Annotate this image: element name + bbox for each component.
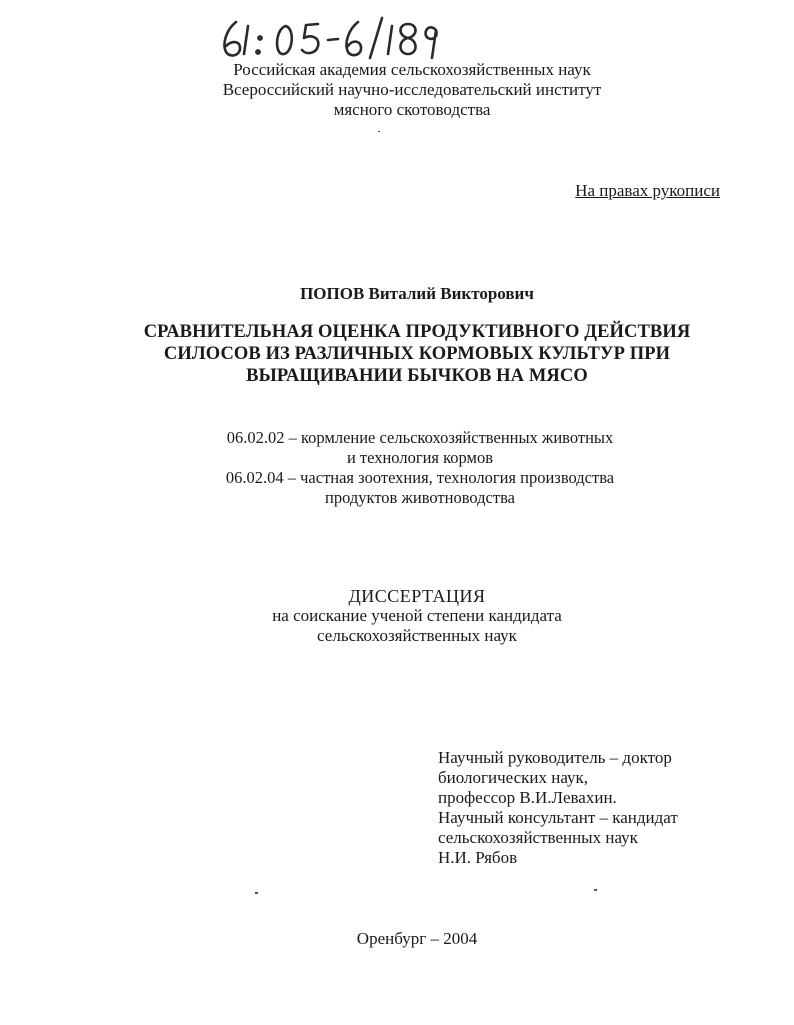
specialty-codes [160,428,680,508]
degree-block [180,586,654,646]
institution-field: мясного скотоводства [333,100,491,119]
handwritten-code-drawing [214,8,454,68]
supervisor-line-2: биологических наук, [438,768,589,787]
place-and-year: Оренбург – 2004 [356,929,478,948]
dissertation-title [100,321,734,387]
specialty-line-2: и технология кормов [346,448,494,467]
scan-speck [378,131,380,132]
consultant-line-1: Научный консультант – кандидат [438,808,678,827]
title-line-1: СРАВНИТЕЛЬНАЯ ОЦЕНКА ПРОДУКТИВНОГО ДЕЙСТВИЯ [143,322,691,342]
manuscript-rights-note: На правах рукописи [575,181,720,200]
supervisor-line-3: профессор В.И.Левахин. [438,788,617,807]
specialty-line-3: 06.02.04 – частная зоотехния, технология производства [225,468,615,487]
title-line-3: ВЫРАЩИВАНИИ БЫЧКОВ НА МЯСО [246,366,588,386]
scan-speck [594,889,597,891]
institution-academy: Российская академия сельскохозяйственных наук [233,60,591,79]
supervisor-line-1: Научный руководитель – доктор [438,748,672,767]
institution-institute: Всероссийский научно-исследовательский институт [222,80,602,99]
scan-speck [255,892,258,894]
consultant-line-2: сельскохозяйственных наук [438,828,638,847]
specialty-line-4: продуктов животноводства [325,488,515,507]
consultant-line-3: Н.И. Рябов [438,848,518,867]
institution-header [150,60,674,120]
degree-line-2: сельскохозяйственных наук [317,626,517,645]
title-line-2: СИЛОСОВ ИЗ РАЗЛИЧНЫХ КОРМОВЫХ КУЛЬТУР ПРИ [163,344,671,364]
supervisors-block [438,748,738,868]
degree-line-1: на соискание ученой степени кандидата [272,606,562,625]
author-name: ПОПОВ Виталий Викторович [300,284,534,303]
dissertation-heading: ДИССЕРТАЦИЯ [348,586,486,606]
handwritten-archive-code [214,8,454,68]
specialty-line-1: 06.02.02 – кормление сельскохозяйственных животных [226,428,614,447]
